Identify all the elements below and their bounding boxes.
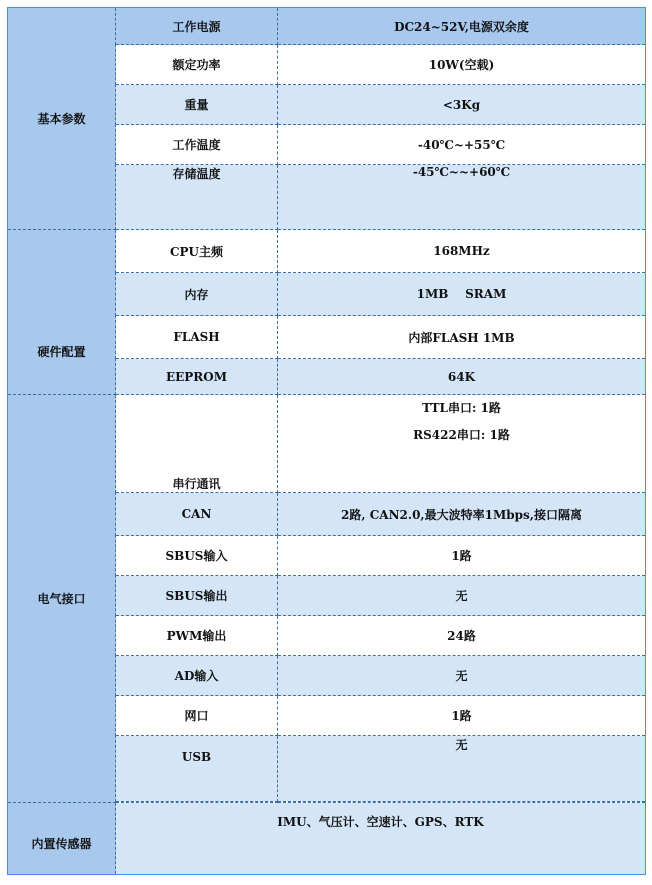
row-value-eeprom: 64K [278, 359, 646, 395]
row-value-ad-in: 无 [278, 656, 646, 696]
row-label-power-supply: 工作电源 [116, 8, 278, 45]
table-row [8, 395, 646, 493]
table-row [8, 803, 646, 875]
row-value-sbus-in: 1路 [278, 536, 646, 576]
row-label-storage-temp: 存储温度 [116, 165, 278, 230]
table-row [8, 8, 646, 45]
row-label-can: CAN [116, 493, 278, 536]
row-label-rated-power: 额定功率 [116, 45, 278, 85]
row-label-sbus-out: SBUS输出 [116, 576, 278, 616]
section-hardware [8, 230, 116, 395]
spec-table [7, 7, 646, 875]
row-label-memory: 内存 [116, 273, 278, 316]
row-label-sbus-in: SBUS输入 [116, 536, 278, 576]
row-label-network: 网口 [116, 696, 278, 736]
row-value-cpu: 168MHz [278, 230, 646, 273]
table-row [8, 230, 646, 273]
section-sensors: 内置传感器 [8, 803, 116, 875]
row-value-flash: 内部FLASH 1MB [278, 316, 646, 359]
row-label-flash: FLASH [116, 316, 278, 359]
row-label-operating-temp: 工作温度 [116, 125, 278, 165]
row-label-cpu: CPU主频 [116, 230, 278, 273]
row-label-ad-in: AD输入 [116, 656, 278, 696]
row-value-power-supply: DC24~52V,电源双余度 [278, 8, 646, 45]
row-value-operating-temp: -40℃~+55℃ [278, 125, 646, 165]
row-value-weight: <3Kg [278, 85, 646, 125]
row-value-usb: 无 [278, 736, 646, 802]
row-value-network: 1路 [278, 696, 646, 736]
section-electrical: 电气接口 [8, 395, 116, 803]
row-label-pwm-out: PWM输出 [116, 616, 278, 656]
row-value-memory: 1MB SRAM [278, 273, 646, 316]
serial-rs422: RS422串口: 1路 [413, 428, 510, 442]
row-value-serial [278, 395, 646, 493]
section-hardware-label: 硬件配置 [37, 344, 86, 359]
row-label-weight: 重量 [116, 85, 278, 125]
row-value-pwm-out: 24路 [278, 616, 646, 656]
row-label-usb: USB [116, 736, 278, 802]
row-value-sensors: IMU、气压计、空速计、GPS、RTK [116, 803, 646, 875]
row-label-serial: 串行通讯 [116, 395, 278, 493]
serial-ttl: TTL串口: 1路 [422, 401, 501, 415]
row-value-rated-power: 10W(空载) [278, 45, 646, 85]
row-value-can: 2路, CAN2.0,最大波特率1Mbps,接口隔离 [278, 493, 646, 536]
row-value-storage-temp: -45℃~~+60℃ [278, 165, 646, 230]
row-label-eeprom: EEPROM [116, 359, 278, 395]
section-basic: 基本参数 [8, 8, 116, 230]
row-value-sbus-out: 无 [278, 576, 646, 616]
